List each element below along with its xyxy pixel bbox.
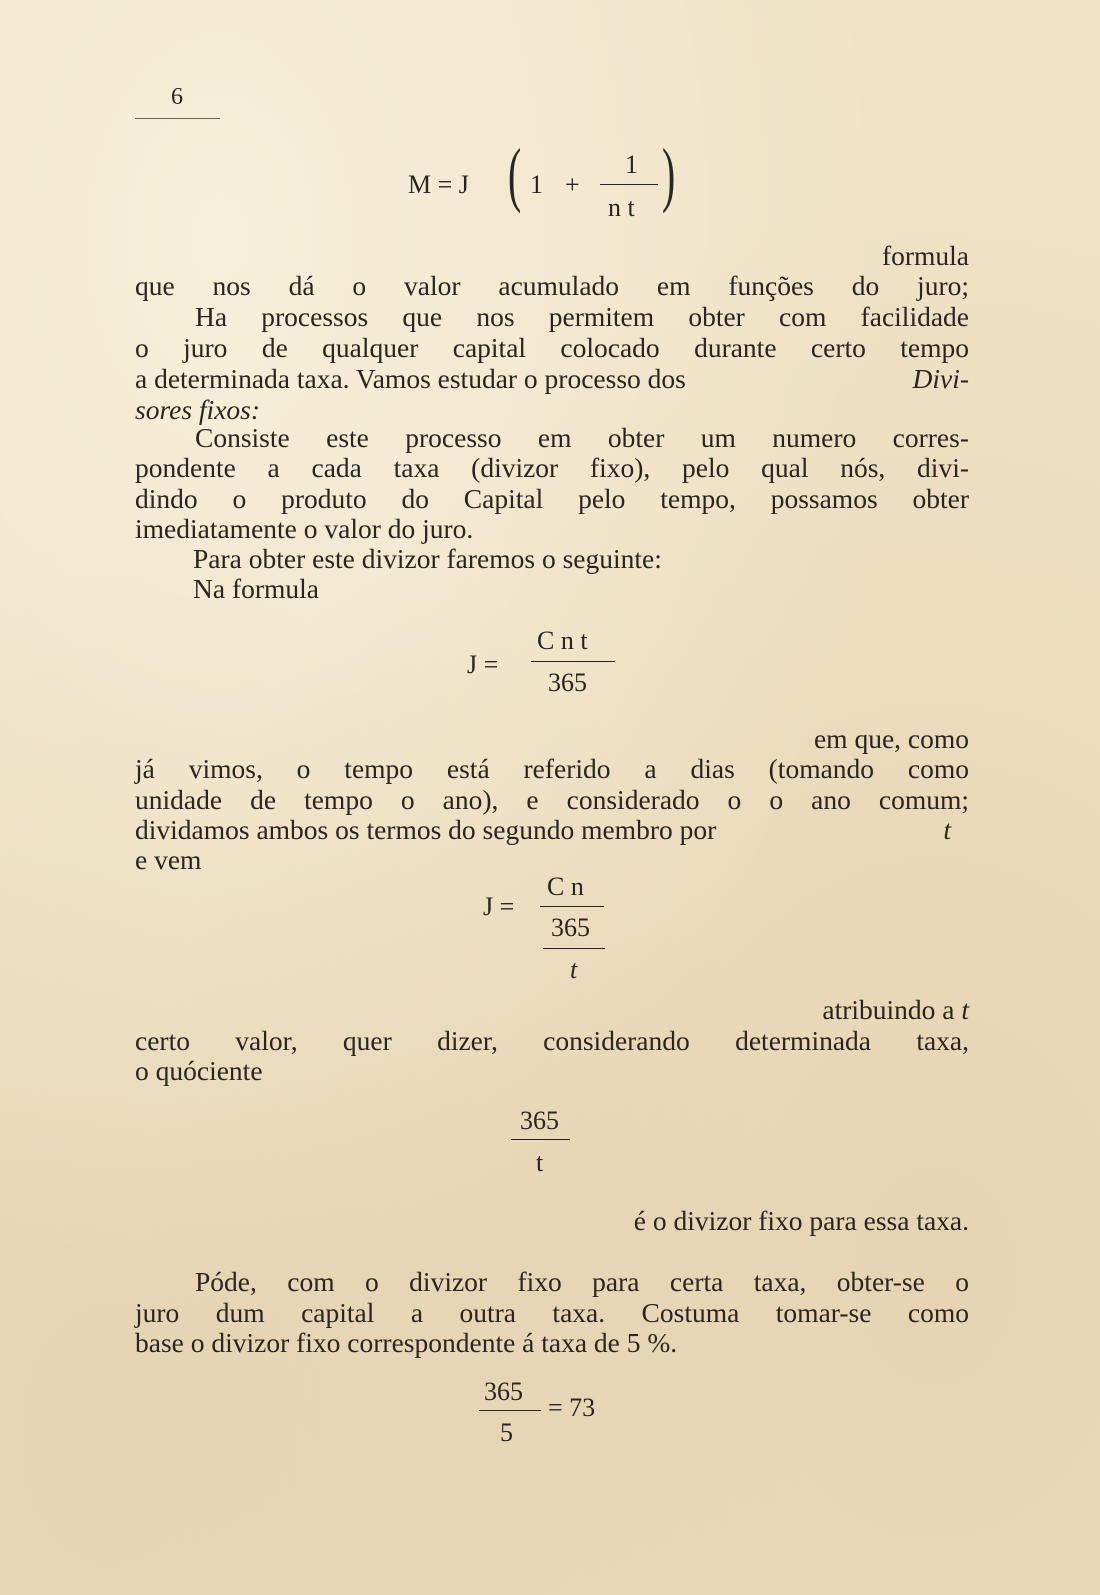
formula-lhs: M = J bbox=[408, 170, 469, 199]
text-line bbox=[135, 815, 969, 845]
text-line: certo valor, quer dizer, considerando determinada taxa, bbox=[135, 1025, 969, 1056]
text-line bbox=[135, 364, 969, 394]
fraction-bar bbox=[511, 1139, 570, 1140]
text-span: atribuindo a bbox=[822, 994, 955, 1025]
text-line: Póde, com o divizor fixo para certa taxa, obter-se o bbox=[195, 1266, 969, 1297]
formula-numerator: C n t bbox=[537, 626, 588, 655]
text-line bbox=[135, 395, 969, 425]
text-line: Para obter este divizor faremos o seguinte: bbox=[193, 543, 662, 574]
formula-denominator: t bbox=[570, 955, 578, 984]
text-line: o quóciente bbox=[135, 1055, 263, 1086]
italic-term: Divi- bbox=[912, 363, 969, 394]
text-line: imediatamente o valor do juro. bbox=[135, 513, 474, 544]
formula-denominator: t bbox=[536, 1148, 544, 1177]
word-formula: formula bbox=[881, 240, 969, 271]
left-paren: ( bbox=[508, 134, 522, 214]
fraction-bar bbox=[600, 184, 658, 185]
formula-numerator: C n bbox=[547, 872, 584, 901]
text-line: é o divizor fixo para essa taxa. bbox=[633, 1205, 969, 1236]
text-line: e vem bbox=[135, 844, 202, 875]
formula-lhs: J = bbox=[483, 892, 515, 921]
text-line: Na formula bbox=[193, 573, 319, 604]
text-line: base o divizor fixo correspondente á taxa de 5 %. bbox=[135, 1327, 678, 1358]
text-span: dividamos ambos os termos do segundo membro por bbox=[135, 814, 717, 845]
italic-var: t bbox=[943, 814, 951, 845]
formula-denominator: 5 bbox=[500, 1418, 513, 1447]
page-number: 6 bbox=[171, 84, 183, 110]
text-line: já vimos, o tempo está referido a dias (tomando como bbox=[135, 753, 969, 784]
text-line: o juro de qualquer capital colocado durante certo tempo bbox=[135, 332, 969, 363]
fraction-bar bbox=[540, 906, 604, 907]
text-line: pondente a cada taxa (divizor fixo), pelo qual nós, divi- bbox=[135, 452, 969, 483]
formula-one: 1 bbox=[530, 170, 543, 199]
text-line: em que, como bbox=[813, 723, 969, 754]
right-paren: ) bbox=[662, 134, 676, 214]
formula-numerator: 365 bbox=[520, 1106, 559, 1135]
text-line: que nos dá o valor acumulado em funções do juro; bbox=[135, 270, 969, 301]
text-line bbox=[135, 995, 969, 1025]
text-line: dindo o produto do Capital pelo tempo, possamos obter bbox=[135, 483, 969, 514]
formula-result: = 73 bbox=[548, 1393, 596, 1422]
text-line: Consiste este processo em obter um numero corres- bbox=[195, 422, 969, 453]
italic-term: sores fixos: bbox=[135, 394, 261, 425]
formula-denominator: n t bbox=[608, 193, 635, 222]
text-line: juro dum capital a outra taxa. Costuma tomar-se como bbox=[135, 1297, 969, 1328]
formula-middle: 365 bbox=[551, 913, 590, 942]
text-line: Ha processos que nos permitem obter com facilidade bbox=[195, 301, 969, 332]
fraction-bar-main bbox=[543, 948, 605, 949]
fraction-bar bbox=[479, 1410, 541, 1411]
fraction-bar bbox=[531, 661, 615, 662]
formula-numerator: 1 bbox=[625, 150, 638, 179]
page-number-rule bbox=[135, 118, 220, 119]
formula-lhs: J = bbox=[467, 650, 499, 679]
formula-plus: + bbox=[565, 170, 580, 199]
formula-denominator: 365 bbox=[548, 668, 587, 697]
text-span: a determinada taxa. Vamos estudar o processo dos bbox=[135, 363, 686, 394]
text-line: unidade de tempo o ano), e considerado o o ano comum; bbox=[135, 784, 969, 815]
formula-numerator: 365 bbox=[484, 1377, 523, 1406]
italic-var: t bbox=[961, 994, 969, 1025]
